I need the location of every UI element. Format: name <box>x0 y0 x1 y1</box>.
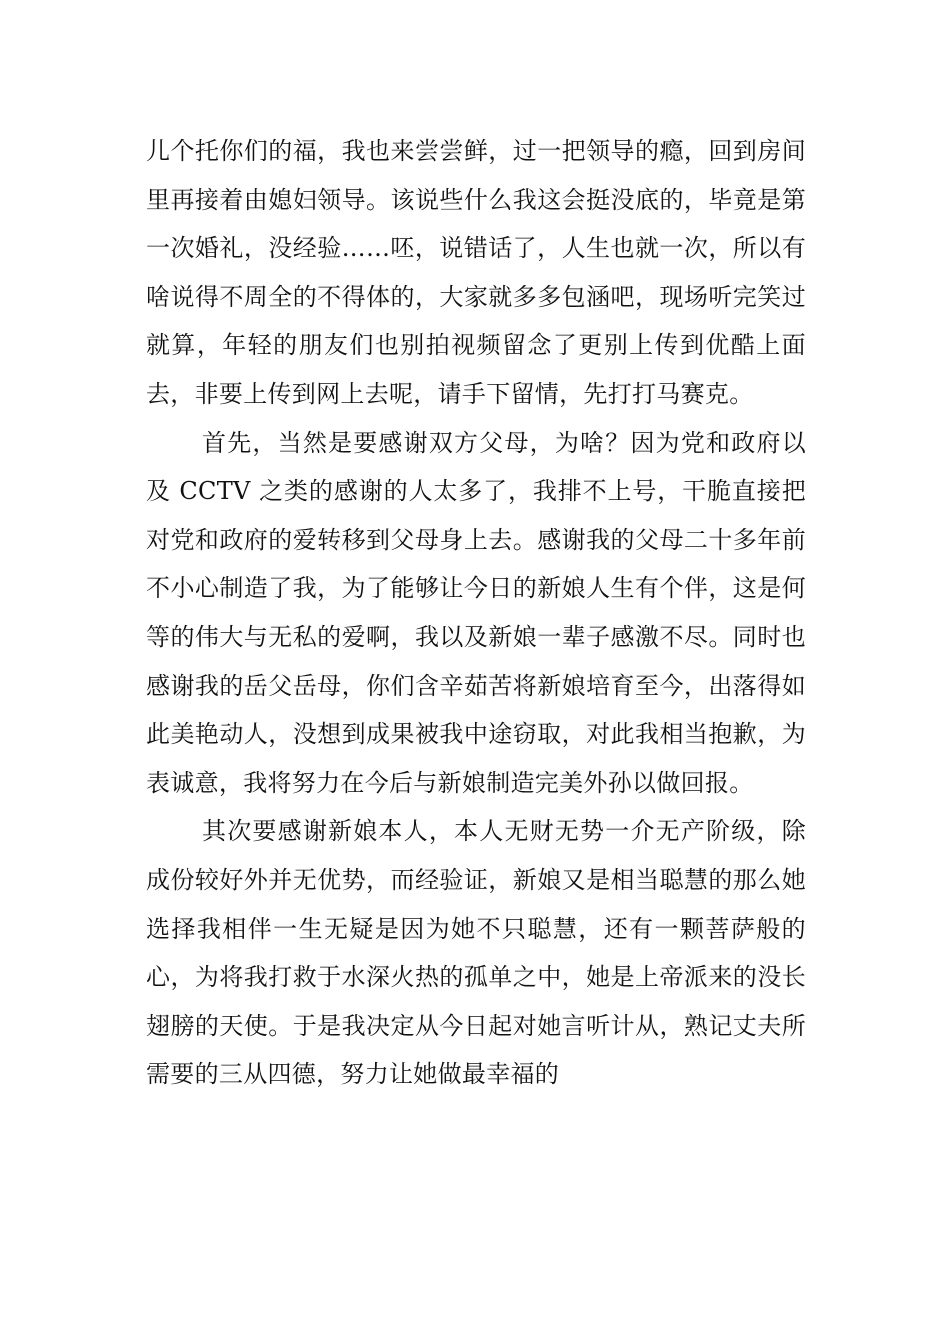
paragraph-continuation: 儿个托你们的福，我也来尝尝鲜，过一把领导的瘾，回到房间里再接着由媳妇领导。该说些什么我这会挺没底的，毕竟是第一次婚礼，没经验……呸，说错话了，人生也就一次，所以有啥说得不周全的不得体的，大家就多多包涵吧，现场听完笑过就算，年轻的朋友们也别拍视频留念了更别上传到优酷上面去，非要上传到网上去呢，请手下留情，先打打马赛克。 <box>146 137 806 408</box>
document-body <box>146 127 806 1099</box>
paragraph-thanks-parents: 首先，当然是要感谢双方父母，为啥？因为党和政府以及 CCTV 之类的感谢的人太多了，我排不上号，干脆直接把对党和政府的爱转移到父母身上去。感谢我的父母二十多年前不小心制造了我，为了能够让今日的新娘人生有个伴，这是何等的伟大与无私的爱啊，我以及新娘一辈子感激不尽。同时也感谢我的岳父岳母，你们含辛茹苦将新娘培育至今，出落得如此美艳动人，没想到成果被我中途窃取，对此我相当抱歉，为表诚意，我将努力在今后与新娘制造完美外孙以做回报。 <box>146 428 806 797</box>
paragraph-thanks-bride: 其次要感谢新娘本人，本人无财无势一介无产阶级，除成份较好外并无优势，而经验证，新娘又是相当聪慧的那么她选择我相伴一生无疑是因为她不只聪慧，还有一颗菩萨般的心，为将我打救于水深火热的孤单之中，她是上帝派来的没长翅膀的天使。于是我决定从今日起对她言听计从，熟记丈夫所需要的三从四德，努力让她做最幸福的 <box>146 817 806 1089</box>
